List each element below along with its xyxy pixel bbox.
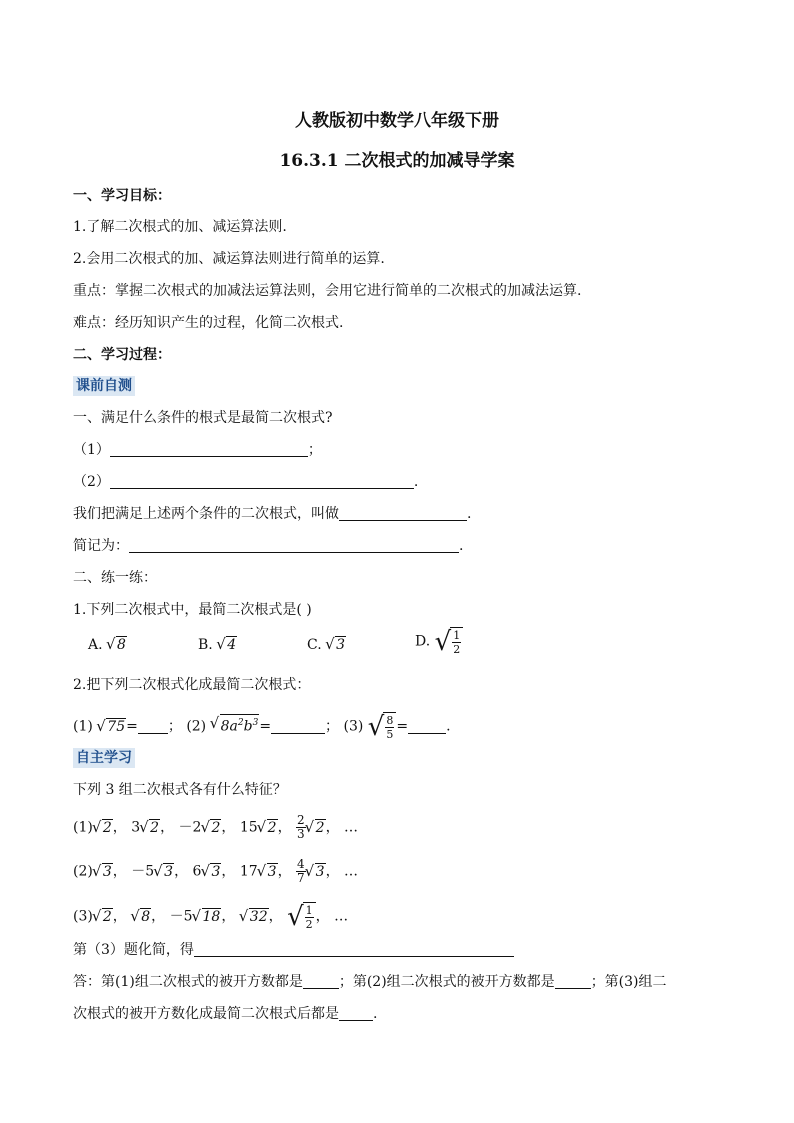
group-2-radicand: 3 bbox=[211, 863, 221, 880]
simplify-3-end: . bbox=[446, 718, 451, 735]
simplify-2-radicand-a: 8a bbox=[220, 718, 238, 735]
tag-pretest bbox=[73, 376, 135, 396]
ellipsis: … bbox=[344, 863, 359, 880]
question-1: 一、满足什么条件的根式是最简二次根式? bbox=[73, 410, 333, 426]
answer-part-2: ；第(2)组二次根式的被开方数都是 bbox=[338, 974, 555, 990]
group-3-radicand: 8 bbox=[141, 908, 151, 925]
condition-1-row bbox=[73, 440, 322, 460]
group-1-frac-num: 2 bbox=[297, 813, 305, 827]
answer-part-4: 次根式的被开方数化成最简二次根式后都是 bbox=[73, 1006, 339, 1022]
simplify-1-eq: = bbox=[126, 718, 138, 735]
comma: ， bbox=[160, 819, 175, 836]
group-1-coef: 15 bbox=[239, 819, 258, 836]
simplify-3-denominator: 5 bbox=[386, 728, 394, 741]
tag-pretest-label: 课前自测 bbox=[73, 376, 135, 396]
simplify-3-eq: = bbox=[396, 718, 409, 735]
option-d[interactable]: D. √ $\frac{1}{2}$ bbox=[415, 627, 463, 656]
simplify-1-radicand: 75 bbox=[107, 718, 126, 735]
option-c-radicand: 3 bbox=[336, 637, 346, 653]
page-title: 人教版初中数学八年级下册 bbox=[295, 111, 499, 131]
group-2-coef: 17 bbox=[239, 863, 258, 880]
page-subtitle: 16.3.1 二次根式的加减导学案 bbox=[279, 151, 515, 171]
group-1-row bbox=[73, 814, 358, 841]
simplify-3-text: 第（3）题化简，得 bbox=[73, 942, 194, 958]
option-c-label: C. bbox=[307, 637, 322, 653]
section-heading-goals: 一、学习目标： bbox=[73, 188, 171, 204]
group-2-radicand: 3 bbox=[267, 863, 277, 880]
simplify-3-numerator: 8 bbox=[386, 714, 394, 727]
goal-2: 2.会用二次根式的加、减运算法则进行简单的运算. bbox=[73, 251, 385, 267]
simplify-1-sep: ； bbox=[167, 718, 182, 735]
simplify-question: 2.把下列二次根式化成最简二次根式： bbox=[73, 677, 311, 693]
answer-part-1: 答：第(1)组二次根式的被开方数都是 bbox=[73, 974, 303, 990]
comma: ， bbox=[221, 863, 236, 880]
group-1-coef: 3 bbox=[131, 819, 141, 836]
group-3-label: (3) bbox=[73, 908, 93, 925]
group-1-radicand: 2 bbox=[315, 819, 325, 836]
simplify-3-label: (3) bbox=[343, 718, 364, 735]
option-a[interactable] bbox=[88, 636, 127, 653]
group-2-frac-num: 4 bbox=[297, 857, 305, 871]
ellipsis: … bbox=[334, 908, 349, 925]
group-3-frac-num: 1 bbox=[305, 904, 313, 917]
simplify-2-blank[interactable] bbox=[271, 718, 325, 734]
ellipsis: … bbox=[344, 819, 359, 836]
group-1-radicand: 2 bbox=[211, 819, 221, 836]
group-3-radicand: 32 bbox=[249, 908, 268, 925]
mc-question: 1.下列二次根式中，最简二次根式是( ) bbox=[73, 602, 312, 618]
group-1-radicand: 2 bbox=[267, 819, 277, 836]
comma: ， bbox=[151, 908, 166, 925]
group-1-radicand: 2 bbox=[102, 819, 112, 836]
answer-part-3: ；第(3)组二 bbox=[590, 974, 667, 990]
comma: ， bbox=[268, 908, 283, 925]
comma: ， bbox=[221, 819, 236, 836]
simplify-2-eq: = bbox=[259, 718, 272, 735]
simplify-3-answer-blank[interactable] bbox=[194, 941, 514, 957]
simplify-3-blank[interactable] bbox=[408, 718, 446, 734]
practice-heading: 二、练一练： bbox=[73, 570, 157, 586]
comma: ， bbox=[112, 819, 127, 836]
comma: ， bbox=[277, 863, 292, 880]
option-d-numerator: 1 bbox=[453, 629, 461, 642]
group-2-coef: －5 bbox=[131, 863, 155, 880]
condition-1-label: （1） bbox=[73, 442, 110, 458]
goal-1: 1.了解二次根式的加、减运算法则. bbox=[73, 219, 287, 235]
abbreviation-end: . bbox=[459, 538, 464, 554]
group-2-radicand: 3 bbox=[102, 863, 112, 880]
option-b-radicand: 4 bbox=[227, 637, 237, 653]
abbreviation-row bbox=[73, 536, 463, 556]
group-1-coef: －2 bbox=[178, 819, 202, 836]
abbreviation-blank[interactable] bbox=[129, 537, 459, 553]
definition-blank[interactable] bbox=[339, 505, 467, 521]
simplify-2-exp-a: 2 bbox=[237, 717, 244, 728]
simplify-2-exp-b: 3 bbox=[252, 717, 259, 728]
option-d-denominator: 2 bbox=[453, 643, 461, 656]
group-2-radicand: 3 bbox=[315, 863, 325, 880]
comma: ， bbox=[325, 819, 340, 836]
group-2-row bbox=[73, 858, 358, 885]
group-3-frac-den: 2 bbox=[305, 918, 313, 931]
comma: ， bbox=[112, 908, 127, 925]
option-c[interactable] bbox=[307, 636, 346, 653]
comma: ， bbox=[112, 863, 127, 880]
group-2-frac-den: 7 bbox=[297, 871, 305, 885]
group-3-radicand: 18 bbox=[202, 908, 221, 925]
group-2-coef: 6 bbox=[192, 863, 202, 880]
group-1-label: (1) bbox=[73, 819, 93, 836]
difficult-point: 难点：经历知识产生的过程，化简二次根式. bbox=[73, 315, 344, 331]
simplify-2-sep: ； bbox=[325, 718, 340, 735]
simplify-2-radicand-b: b bbox=[243, 718, 253, 735]
condition-1-blank[interactable] bbox=[110, 441, 308, 457]
simplify-2-label: (2) bbox=[186, 718, 207, 735]
comma: ， bbox=[221, 908, 236, 925]
condition-2-label: （2） bbox=[73, 474, 110, 490]
comma: ， bbox=[174, 863, 189, 880]
tag-selfstudy-label: 自主学习 bbox=[73, 748, 135, 768]
condition-2-blank[interactable] bbox=[110, 473, 414, 489]
abbreviation-text: 简记为： bbox=[73, 538, 129, 554]
answer-end: . bbox=[373, 1006, 378, 1022]
group-1-radicand: 2 bbox=[150, 819, 160, 836]
option-d-label: D. bbox=[415, 633, 431, 650]
answer-row-2 bbox=[73, 1004, 377, 1024]
option-a-label: A. bbox=[88, 637, 103, 653]
answer-blank-3[interactable] bbox=[339, 1005, 373, 1021]
simplify-row: (1) √ 75= ； (2) √ $8a^2b^3=$ ； (3) √ $\frac{8}{5}$ = . bbox=[73, 712, 451, 741]
definition-end: . bbox=[467, 506, 472, 522]
tag-selfstudy bbox=[73, 748, 135, 768]
option-b[interactable] bbox=[198, 636, 237, 653]
answer-blank-1[interactable] bbox=[303, 973, 339, 989]
definition-row bbox=[73, 504, 471, 524]
condition-2-row bbox=[73, 472, 418, 492]
feature-question: 下列 3 组二次根式各有什么特征？ bbox=[73, 782, 287, 798]
simplify-1-blank[interactable] bbox=[138, 718, 168, 734]
comma: ， bbox=[325, 863, 340, 880]
answer-row-1 bbox=[73, 972, 667, 992]
group-2-label: (2) bbox=[73, 863, 93, 880]
group-1-frac-den: 3 bbox=[297, 827, 305, 841]
option-a-radicand: 8 bbox=[117, 637, 126, 653]
group-3-row: (3)√ 2， √ 8， －5√ 18， √ 32， √ $\frac{1}{2}$ ， … bbox=[73, 902, 348, 931]
condition-2-end: . bbox=[413, 474, 419, 490]
group-3-radicand: 2 bbox=[102, 908, 112, 925]
comma: ， bbox=[315, 908, 330, 925]
option-b-label: B. bbox=[198, 637, 213, 653]
condition-1-end: ； bbox=[307, 442, 322, 458]
simplify-3-row bbox=[73, 940, 514, 960]
answer-blank-2[interactable] bbox=[555, 973, 591, 989]
definition-text: 我们把满足上述两个条件的二次根式，叫做 bbox=[73, 506, 339, 522]
comma: ， bbox=[277, 819, 292, 836]
group-2-radicand: 3 bbox=[164, 863, 174, 880]
simplify-1-label: (1) bbox=[73, 718, 93, 735]
section-heading-process: 二、学习过程： bbox=[73, 347, 171, 363]
key-point: 重点：掌握二次根式的加减法运算法则，会用它进行简单的二次根式的加减法运算. bbox=[73, 283, 582, 299]
group-3-coef: －5 bbox=[169, 908, 193, 925]
